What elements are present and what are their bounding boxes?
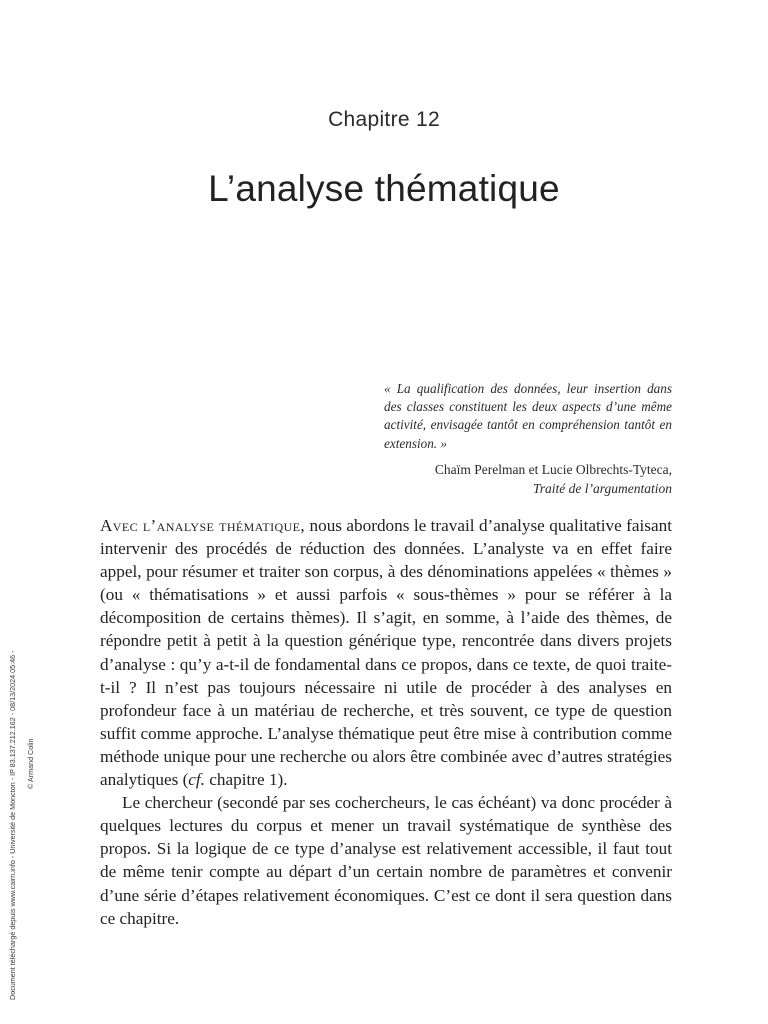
epigraph-quote: « La qualification des données, leur insertion dans des classes constituent les deux aspects d’une même activité, envisagée tantôt en compréhension tantôt en extension. » [384,381,672,451]
paragraph-2: Le chercheur (secondé par ses cochercheurs, le cas échéant) va donc procéder à quelques lectures du corpus et mener un travail systématique de synthèse des propos. Si la logique de ce type d’analyse est relativement accessible, il faut tout de même tenir compte au départ d’un certain nombre de paramètres et convenir d’une série d’étapes relativement économiques. C’est ce dont il sera question dans ce chapitre. [100,793,672,928]
cf-reference: cf. [188,770,205,790]
body-text [100,514,672,930]
epigraph-attribution [340,460,672,498]
epigraph-authors: Chaïm Perelman et Lucie Olbrechts-Tyteca, [434,462,672,477]
watermark-line-2: © Armand Colin [26,738,35,789]
paragraph-1-text: nous abordons le travail d’analyse qualitative faisant intervenir des procédés de réduction des données. L’analyste va en effet faire appel, pour résumer et traiter son corpus, à des dénominations appelées « thèmes » (ou « thématisations » et aussi parfois « sous-thèmes » pour se référer à la décomposition de certains thèmes). Il s’agit, en somme, à l’aide des thèmes, de répondre petit à petit à la question générique type, rencontrée dans divers projets d’analyse : qu’y a-t-il de fondamental dans ce propos, dans ce texte, de quoi traite-t-il ? Il n’est pas toujours nécessaire ni utile de procéder à des analyses en profondeur face à un matériau de recherche, et très souvent, ce type de question suffit comme approche. L’analyse thématique peut être mise à contribution comme méthode unique pour une recherche ou alors être combinée avec d’autres stratégies analytiques ( [100,516,672,790]
chapter-label: Chapitre 12 [328,108,440,131]
watermark-line-1: Document téléchargé depuis www.cairn.info - Université de Moncton - IP 83.137.212.162 - 08/13/2024 05:46 - [8,650,17,1000]
paragraph-1-end: chapitre 1). [205,770,288,790]
epigraph-work: Traité de l’argumentation [533,481,672,496]
lead-in: Avec l’analyse thématique, [100,516,306,535]
download-watermark [6,555,38,1000]
paragraph-1 [100,514,672,791]
chapter-title: L’analyse thématique [208,168,560,209]
